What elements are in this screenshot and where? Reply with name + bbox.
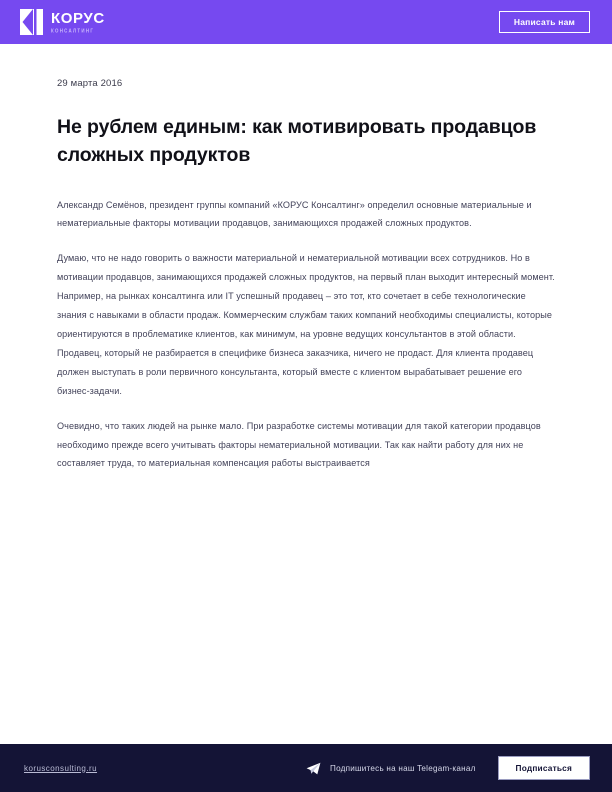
brand-subtitle: КОНСАЛТИНГ <box>51 27 95 34</box>
brand-logo[interactable] <box>20 9 105 35</box>
subscribe-button[interactable]: Подписаться <box>498 756 590 780</box>
contact-us-button[interactable]: Написать нам <box>499 11 590 33</box>
footer-telegram-cta <box>306 762 476 775</box>
footer-site-url[interactable]: korusconsulting.ru <box>24 763 98 773</box>
article-container <box>0 44 612 473</box>
brand-title: КОРУС <box>51 10 105 28</box>
telegram-paper-plane-icon <box>306 762 321 775</box>
article-date: 29 марта 2016 <box>57 78 123 89</box>
article-paragraph: Думаю, что не надо говорить о важности материальной и нематериальной мотивации всех сотрудников. Но в мотивации продавцов, занимающихся продажей сложных продуктов, на первый план выходит интересный момент. Например, на рынках консалтинга или IT успешный продавец – это тот, кто сочетает в себе технологические знания с навыками в области продаж. Коммерческим службам таких компаний необходимы специалисты, которые ориентируются в проблематике клиентов, как минимум, на уровне ведущих консультантов в этой области. Продавец, который не разбирается в специфике бизнеса заказчика, ничего не продаст. Для клиента продавец должен выступать в роли первичного консультанта, который вместе с клиентом вырабатывает решение его бизнес-задачи. <box>57 253 555 396</box>
article-paragraph: Очевидно, что таких людей на рынке мало. При разработке системы мотивации для такой категории продавцов необходимо прежде всего учитывать факторы нематериальной мотивации. Так как найти работу для них не составляет труда, то материальная компенсация работы выстраивается <box>57 420 541 469</box>
footer-cta-text: Подпишитесь на наш Telegam-канал <box>330 763 476 773</box>
page-title: Не рублем единым: как мотивировать продавцов сложных продуктов <box>57 116 537 167</box>
korus-bracket-mark-icon <box>20 9 44 35</box>
article-body <box>57 196 555 474</box>
article-paragraph: Александр Семёнов, президент группы компаний «КОРУС Консалтинг» определил основные материальные и нематериальные факторы мотивации продавцов, занимающихся продажей сложных продуктов. <box>57 199 532 229</box>
site-footer <box>0 744 612 792</box>
site-header <box>0 0 612 44</box>
brand-wordmark <box>51 11 105 33</box>
